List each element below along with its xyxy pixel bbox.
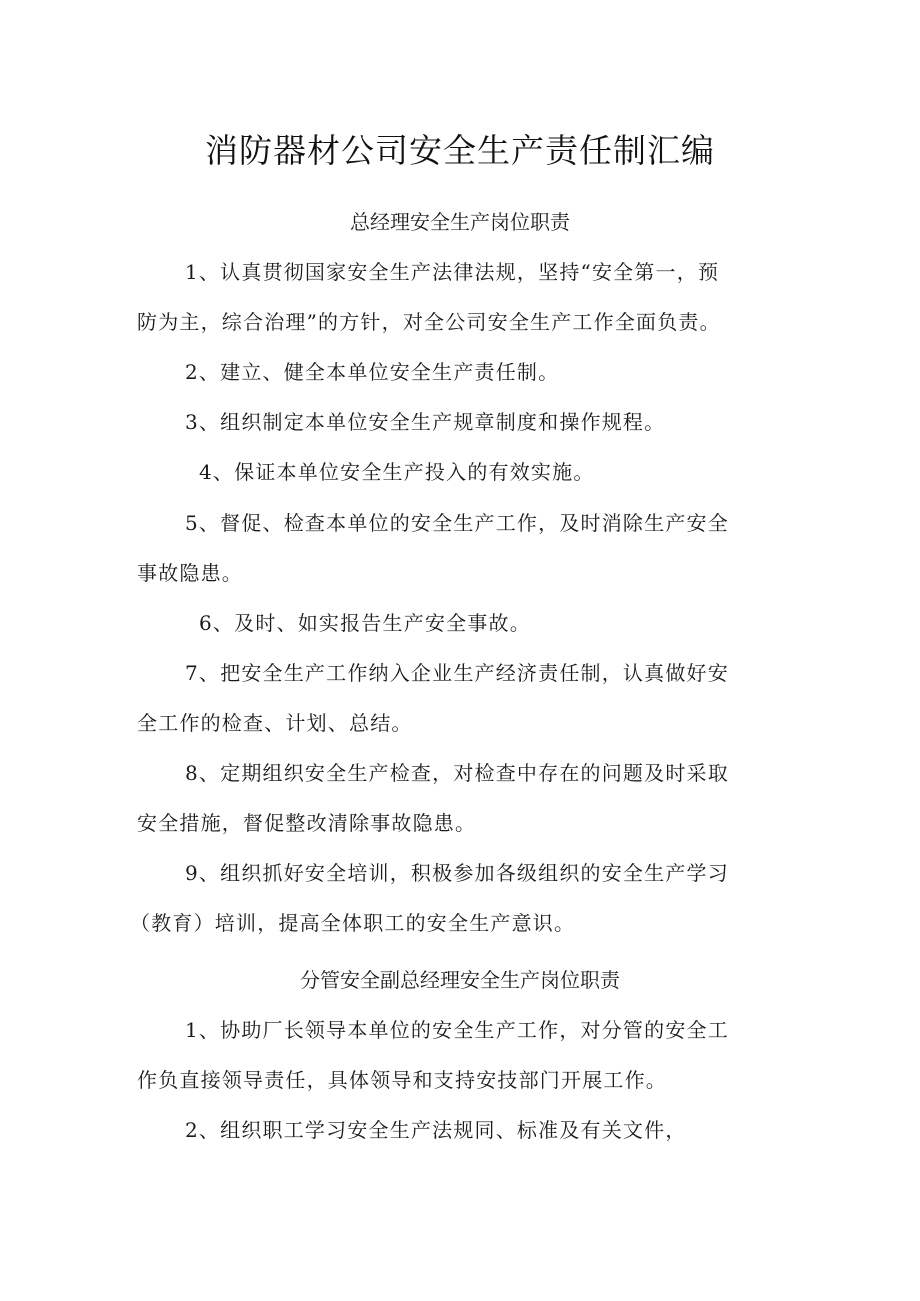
item-6: 6、及时、如实报告生产安全事故。: [199, 611, 531, 635]
item-9-line-1: 9、组织抓好安全培训，积极参加各级组织的安全生产学习: [185, 861, 729, 885]
deputy-item-1-line-1: 1、协助厂长领导本单位的安全生产工作，对分管的安全工: [185, 1018, 729, 1042]
item-5-line-1: 5、督促、检查本单位的安全生产工作，及时消除生产安全: [185, 511, 729, 535]
section-heading-deputy-manager: 分管安全副总经理安全生产岗位职责: [300, 968, 620, 992]
item-1-line-1: 1、认真贯彻国家安全生产法律法规，坚持“安全第一，预: [185, 260, 720, 284]
section-heading-general-manager: 总经理安全生产岗位职责: [350, 210, 570, 234]
item-7-line-2: 全工作的检查、计划、总结。: [137, 711, 413, 735]
deputy-item-1-line-2: 作负直接领导责任，具体领导和支持安技部门开展工作。: [137, 1068, 667, 1092]
item-7-line-1: 7、把安全生产工作纳入企业生产经济责任制，认真做好安: [185, 661, 729, 685]
item-9-line-2: （教育）培训，提高全体职工的安全生产意识。: [130, 911, 576, 935]
document-title: 消防器材公司安全生产责任制汇编: [205, 131, 715, 170]
item-8-line-2: 安全措施，督促整改清除事故隐患。: [137, 811, 477, 835]
item-1-line-2: 防为主，综合治理”的方针，对全公司安全生产工作全面负责。: [137, 310, 721, 334]
item-2: 2、建立、健全本单位安全生产责任制。: [185, 360, 560, 384]
item-4: 4、保证本单位安全生产投入的有效实施。: [199, 460, 595, 484]
deputy-item-2-line-1: 2、组织职工学习安全生产法规同、标准及有关文件，: [185, 1118, 687, 1142]
item-8-line-1: 8、定期组织安全生产检查，对检查中存在的问题及时采取: [185, 761, 729, 785]
item-3: 3、组织制定本单位安全生产规章制度和操作规程。: [185, 410, 666, 434]
item-5-line-2: 事故隐患。: [137, 561, 243, 585]
